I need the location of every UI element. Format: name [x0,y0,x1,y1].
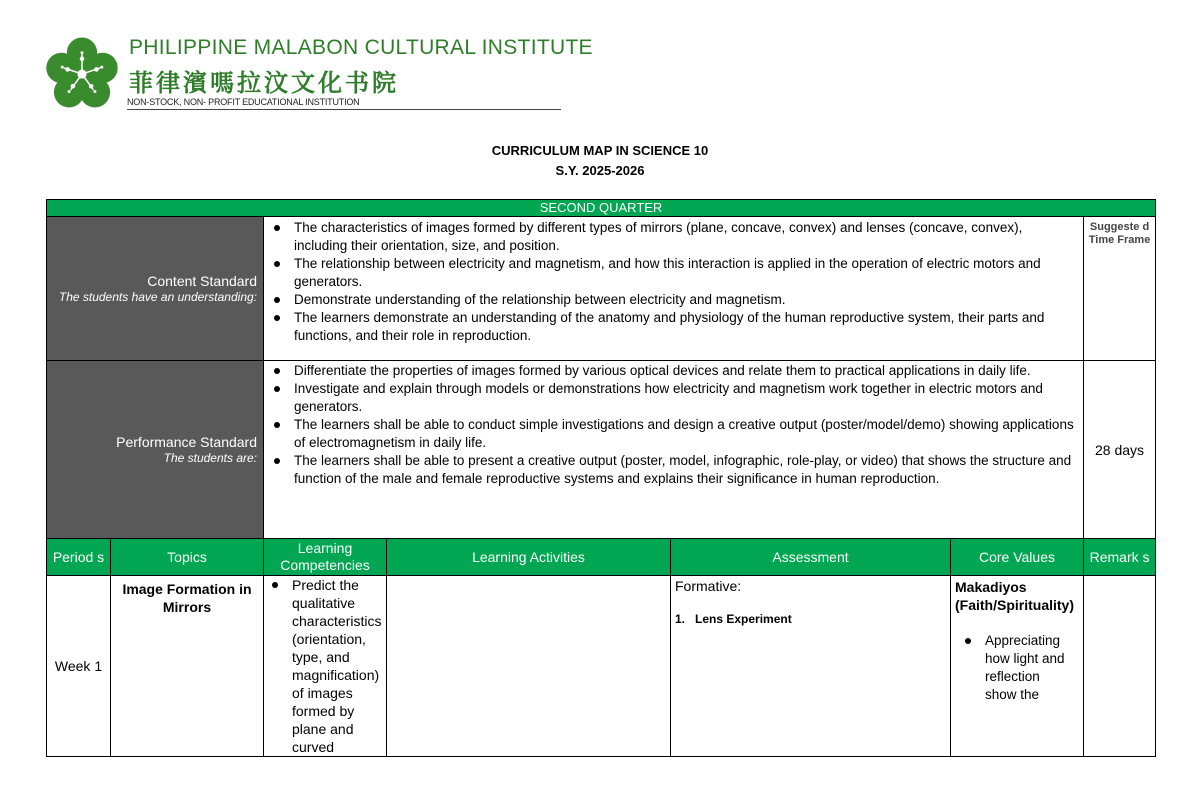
list-item: The learners shall be able to conduct simple investigations and design a creative output (poster/model/demo) showing applications of electromagnetism in daily life. [294,417,1074,450]
column-header-core-values: Core Values [951,539,1084,576]
activities-cell [387,576,671,757]
list-item: Predict the qualitative characteristics (orientation, type, and magnification) of images formed by plane and curved [292,577,382,755]
header-divider [127,109,561,110]
content-standard-title: Content Standard [147,272,257,289]
column-header-remarks: Remark s [1084,539,1156,576]
institution-tagline: NON-STOCK, NON- PROFIT EDUCATIONAL INSTITUTION [127,97,360,107]
assessment-item-text: Lens Experiment [695,612,792,626]
list-item: The learners shall be able to present a creative output (poster, model, infographic, role-play, or video) that shows the structure and function of the male and female reproductive systems and explains their significance in human reproduction. [294,452,1075,488]
performance-standard-title: Performance Standard [116,433,257,450]
content-standard-label [47,217,264,361]
school-year: S.Y. 2025-2026 [555,163,645,178]
time-frame-value: 28 days [1084,361,1156,539]
assessment-cell [671,576,951,757]
list-item: The characteristics of images formed by different types of mirrors (plane, concave, convex) and lenses (concave, convex), including their orientation, size, and position. [294,219,1075,255]
list-item: The learners demonstrate an understanding of the anatomy and physiology of the human reproductive system, their parts and functions, and their role in reproduction. [294,309,1075,345]
column-header-competencies: Learning Competencies [264,539,387,576]
content-standard-subtitle: The students have an understanding: [58,289,257,304]
performance-standard-list [264,361,1084,539]
core-values-cell [951,576,1084,757]
core-value-title: Makadiyos (Faith/Spirituality) [955,579,1074,613]
topic-cell: Image Formation in Mirrors [111,576,264,757]
period-cell: Week 1 [47,576,111,757]
document-title: CURRICULUM MAP IN SCIENCE 10 [491,143,709,158]
competency-cell [264,576,387,757]
table-row [47,576,1156,757]
plum-blossom-logo-icon [44,36,120,112]
list-item: The relationship between electricity and magnetism, and how this interaction is applied in the operation of electric motors and generators. [294,255,1075,291]
list-item: Differentiate the properties of images formed by various optical devices and relate them to practical applications in daily life. [294,362,1075,380]
time-frame-header: Suggeste d Time Frame [1084,217,1156,361]
quarter-banner: SECOND QUARTER [47,200,1156,217]
list-item: Demonstrate understanding of the relationship between electricity and magnetism. [294,291,1075,309]
list-item: Investigate and explain through models or demonstrations how electricity and magnetism work together in electric motors and generators. [294,380,1075,416]
content-standard-list [264,217,1084,361]
curriculum-map-table [46,199,1156,757]
assessment-item [675,612,946,626]
column-header-topics: Topics [111,539,264,576]
assessment-item-number: 1. [675,612,686,626]
column-header-assessment: Assessment [671,539,951,576]
institution-chinese-name: 菲律濱嗎拉汶文化书院 [129,68,399,97]
assessment-label: Formative: [675,578,742,594]
remarks-cell [1084,576,1156,757]
list-item: Appreciating how light and reflection show the [985,632,1071,704]
performance-standard-label [47,361,264,539]
column-header-activities: Learning Activities [387,539,671,576]
institution-name: PHILIPPINE MALABON CULTURAL INSTITUTE [129,36,593,59]
column-header-periods: Period s [47,539,111,576]
performance-standard-subtitle: The students are: [163,450,257,465]
